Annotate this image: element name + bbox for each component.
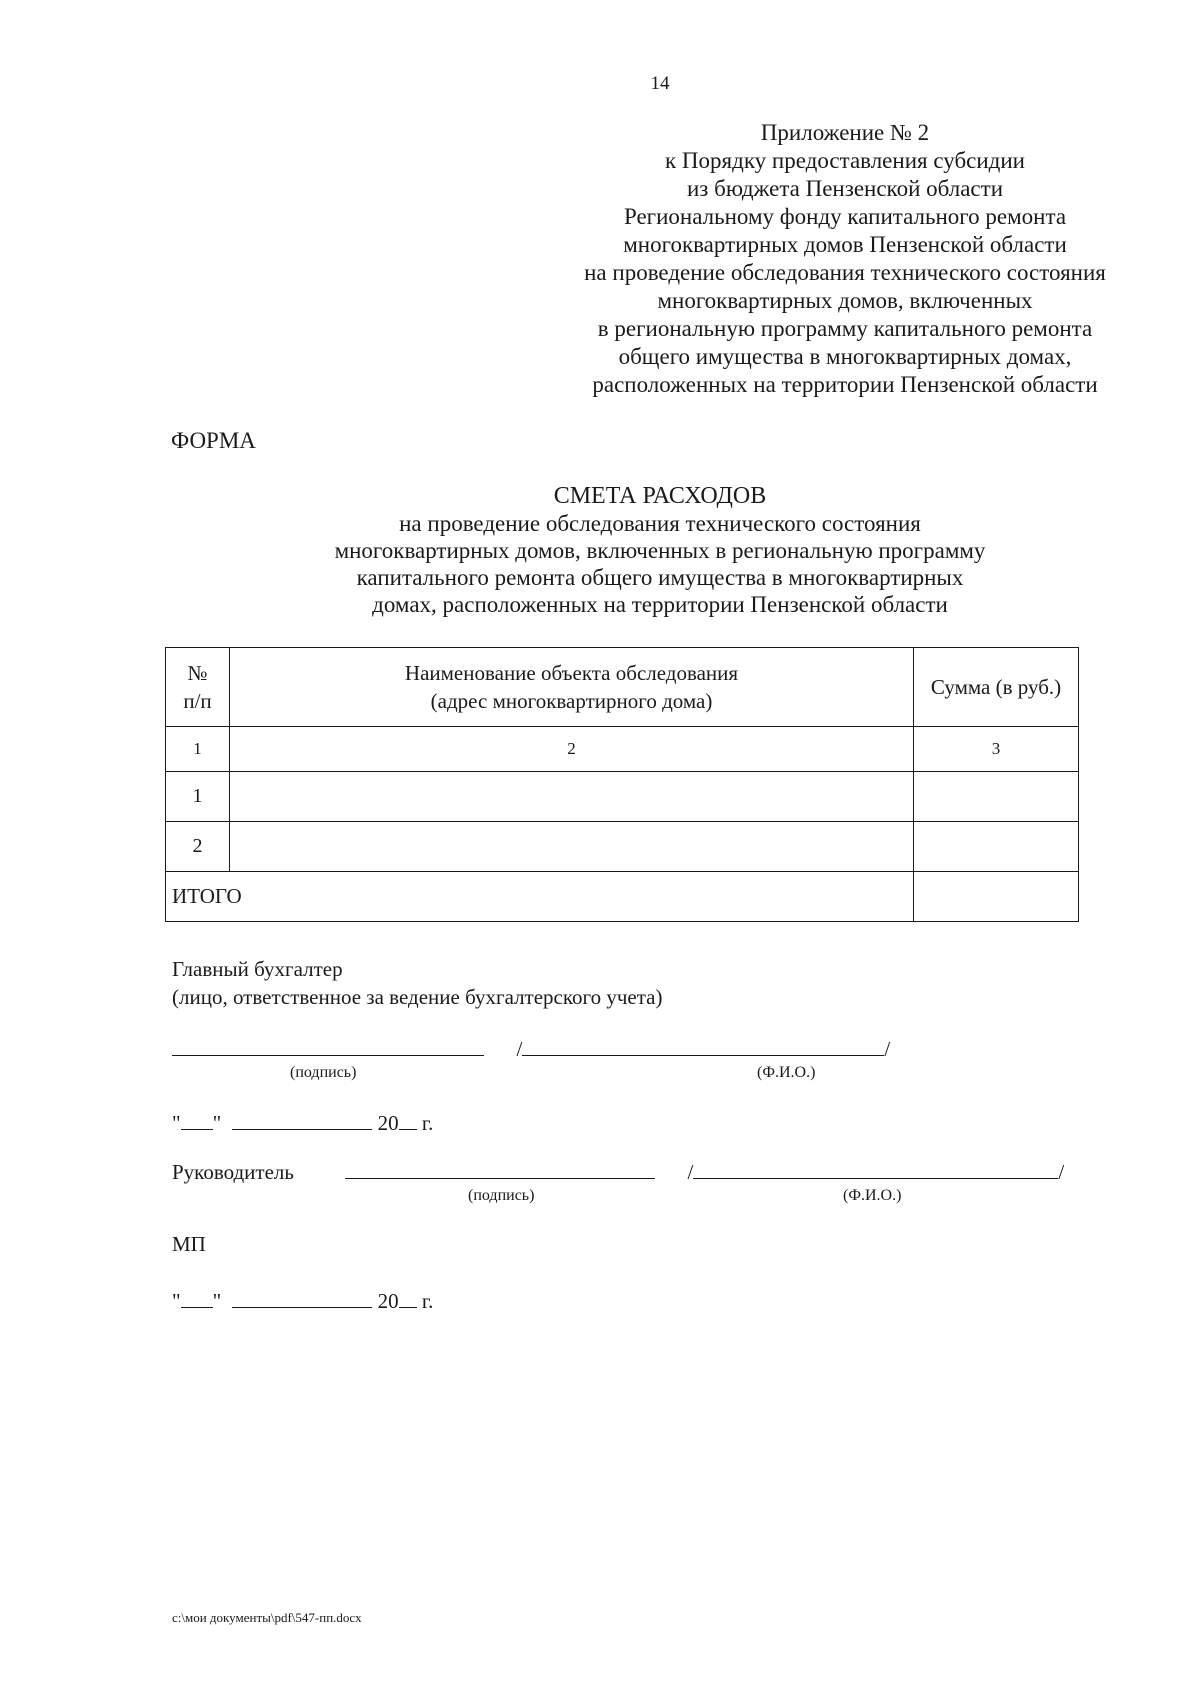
form-label: ФОРМА xyxy=(171,428,256,453)
stamp-label: МП xyxy=(172,1232,206,1256)
date-day-line[interactable] xyxy=(181,1289,213,1308)
row-object-name-cell[interactable] xyxy=(230,772,914,822)
table-header-row xyxy=(166,648,1079,727)
row-sum-cell[interactable] xyxy=(914,822,1079,872)
estimate-table xyxy=(165,647,1079,922)
date-suffix: г. xyxy=(421,1289,434,1313)
appendix-line: Приложение № 2 xyxy=(760,120,930,145)
header-number-pp: п/п xyxy=(183,689,212,713)
title-line: домах, расположенных на территории Пензенской области xyxy=(372,592,948,617)
date-year-prefix: 20 xyxy=(377,1111,399,1135)
appendix-line: к Порядку предоставления субсидии xyxy=(665,148,1025,173)
appendix-block xyxy=(560,119,1130,399)
row-sum-cell[interactable] xyxy=(914,772,1079,822)
header-number xyxy=(166,648,230,727)
date-year-prefix: 20 xyxy=(377,1289,399,1313)
slash: / xyxy=(1058,1160,1065,1184)
header-object-name xyxy=(230,648,914,727)
title-line: капитального ремонта общего имущества в многоквартирных xyxy=(356,565,964,590)
appendix-line: многоквартирных домов Пензенской области xyxy=(623,232,1067,257)
slash: / xyxy=(884,1037,891,1061)
column-number: 1 xyxy=(166,727,230,772)
column-number-row xyxy=(166,727,1079,772)
title-line: на проведение обследования технического состояния xyxy=(399,511,921,536)
appendix-line: расположенных на территории Пензенской области xyxy=(592,372,1098,397)
appendix-line: Региональному фонду капитального ремонта xyxy=(623,204,1067,229)
total-row xyxy=(166,872,1079,922)
accountant-title: Главный бухгалтер xyxy=(172,957,343,981)
name-caption: (Ф.И.О.) xyxy=(757,1064,816,1081)
column-number: 3 xyxy=(914,727,1079,772)
title-line: многоквартирных домов, включенных в региональную программу xyxy=(334,538,986,563)
footer-file-path: c:\мои документы\pdf\547-пп.docx xyxy=(172,1610,362,1625)
column-number: 2 xyxy=(230,727,914,772)
signature-caption: (подпись) xyxy=(290,1064,357,1081)
date-month-line[interactable] xyxy=(232,1111,372,1130)
header-sum: Сумма (в руб.) xyxy=(914,648,1079,727)
date-year-line[interactable] xyxy=(399,1289,417,1308)
appendix-line: на проведение обследования технического состояния xyxy=(584,260,1106,285)
head-date-row: " " 20 г. xyxy=(172,1289,434,1313)
total-label: ИТОГО xyxy=(166,872,914,922)
accountant-name-line[interactable] xyxy=(522,1037,884,1056)
head-name-line[interactable] xyxy=(693,1160,1058,1179)
total-sum-cell[interactable] xyxy=(914,872,1079,922)
head-title: Руководитель xyxy=(172,1160,294,1184)
slash: / xyxy=(516,1037,523,1061)
accountant-note: (лицо, ответственное за ведение бухгалтерского учета) xyxy=(172,985,663,1009)
page-number: 14 xyxy=(650,73,670,94)
document-title-block xyxy=(240,483,1080,618)
appendix-line: общего имущества в многоквартирных домах, xyxy=(618,344,1072,369)
date-year-line[interactable] xyxy=(399,1111,417,1130)
appendix-line: в региональную программу капитального ремонта xyxy=(597,316,1093,341)
header-object-name-line1: Наименование объекта обследования xyxy=(404,661,739,685)
header-object-name-line2: (адрес многоквартирного дома) xyxy=(430,689,713,713)
header-number-symbol: № xyxy=(187,661,208,685)
table-row xyxy=(166,772,1079,822)
appendix-line: многоквартирных домов, включенных xyxy=(657,288,1033,313)
name-caption: (Ф.И.О.) xyxy=(843,1187,902,1204)
document-title: СМЕТА РАСХОДОВ xyxy=(553,483,767,509)
row-number: 2 xyxy=(166,822,230,872)
row-number: 1 xyxy=(166,772,230,822)
accountant-signature-row xyxy=(172,1037,890,1062)
head-signature-line[interactable] xyxy=(345,1160,655,1179)
table-row xyxy=(166,822,1079,872)
date-day-line[interactable] xyxy=(181,1111,213,1130)
date-suffix: г. xyxy=(421,1111,434,1135)
signature-caption: (подпись) xyxy=(468,1187,535,1204)
slash: / xyxy=(687,1160,694,1184)
accountant-signature-line[interactable] xyxy=(172,1037,484,1056)
date-month-line[interactable] xyxy=(232,1289,372,1308)
appendix-line: из бюджета Пензенской области xyxy=(686,176,1004,201)
row-object-name-cell[interactable] xyxy=(230,822,914,872)
accountant-date-row: " " 20 г. xyxy=(172,1111,434,1135)
head-signature-row xyxy=(345,1160,1064,1185)
